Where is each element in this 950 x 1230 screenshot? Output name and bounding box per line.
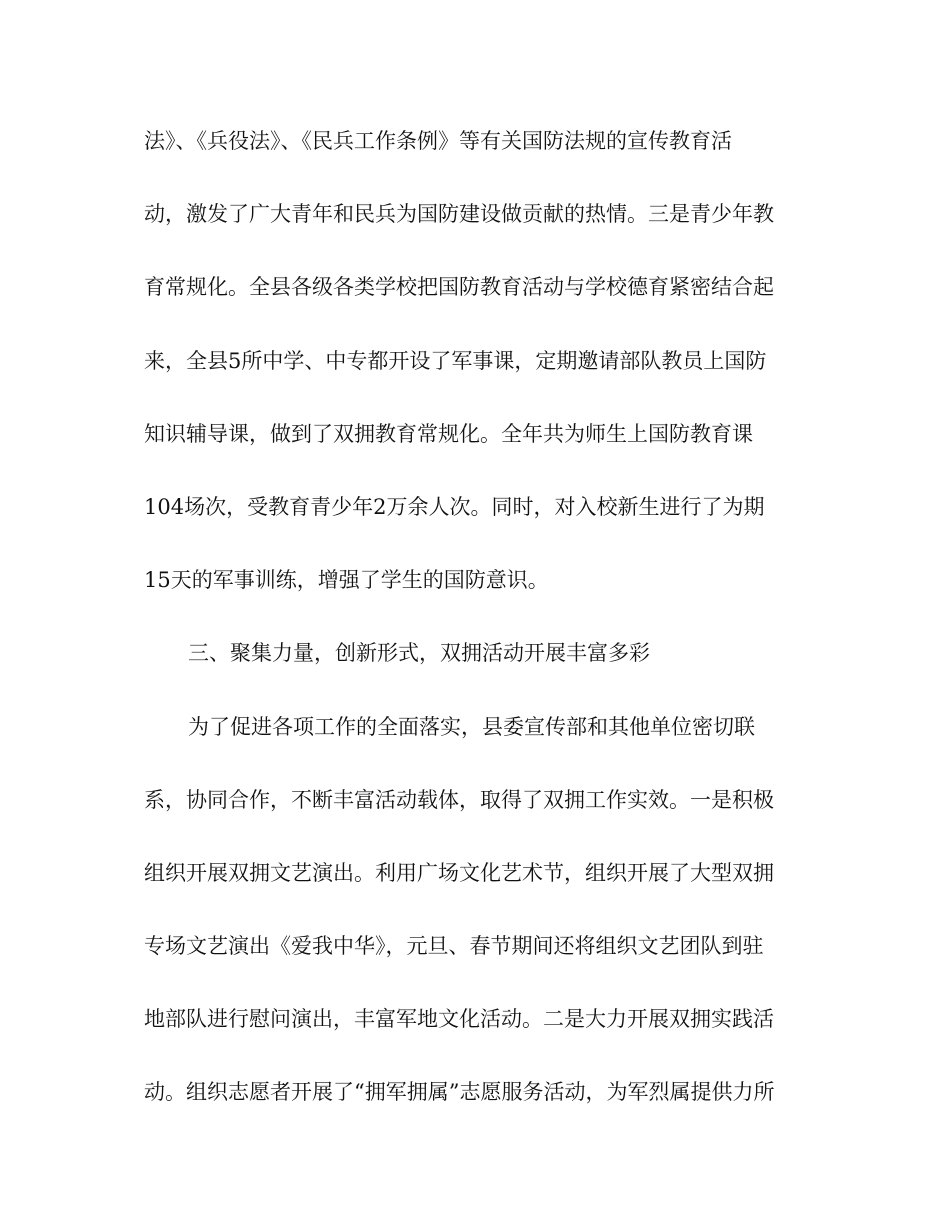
document-body bbox=[144, 118, 804, 1143]
text-line: 专场文艺演出《爱我中华》，元旦、春节期间还将组织文艺团队到驻 bbox=[144, 934, 764, 959]
text-line: 104场次，受教育青少年2万余人次。同时，对入校新生进行了为期 bbox=[144, 494, 765, 519]
text-line: 法》、《兵役法》、《民兵工作条例》等有关国防法规的宣传教育活 bbox=[144, 129, 732, 153]
text-line: 系，协同合作，不断丰富活动载体，取得了双拥工作实效。一是积极 bbox=[144, 787, 774, 812]
text-line: 知识辅导课，做到了双拥教育常规化。全年共为师生上国防教育课 bbox=[144, 421, 753, 446]
paragraph-first-line: 为了促进各项工作的全面落实，县委宣传部和其他单位密切联 bbox=[188, 714, 755, 739]
text-line: 动，激发了广大青年和民兵为国防建设做贡献的热情。三是青少年教 bbox=[144, 202, 774, 227]
text-line: 动。组织志愿者开展了“拥军拥属”志愿服务活动，为军烈属提供力所 bbox=[144, 1080, 775, 1105]
text-line: 育常规化。全县各级各类学校把国防教育活动与学校德育紧密结合起 bbox=[144, 275, 774, 300]
text-line: 来，全县5所中学、中专都开设了军事课，定期邀请部队教员上国防 bbox=[144, 348, 767, 373]
text-line: 15天的军事训练，增强了学生的国防意识。 bbox=[144, 568, 549, 593]
text-line: 组织开展双拥文艺演出。利用广场文化艺术节，组织开展了大型双拥 bbox=[144, 860, 774, 885]
section-heading: 三、聚集力量，创新形式，双拥活动开展丰富多彩 bbox=[188, 641, 650, 666]
text-line: 地部队进行慰问演出，丰富军地文化活动。二是大力开展双拥实践活 bbox=[144, 1007, 774, 1032]
